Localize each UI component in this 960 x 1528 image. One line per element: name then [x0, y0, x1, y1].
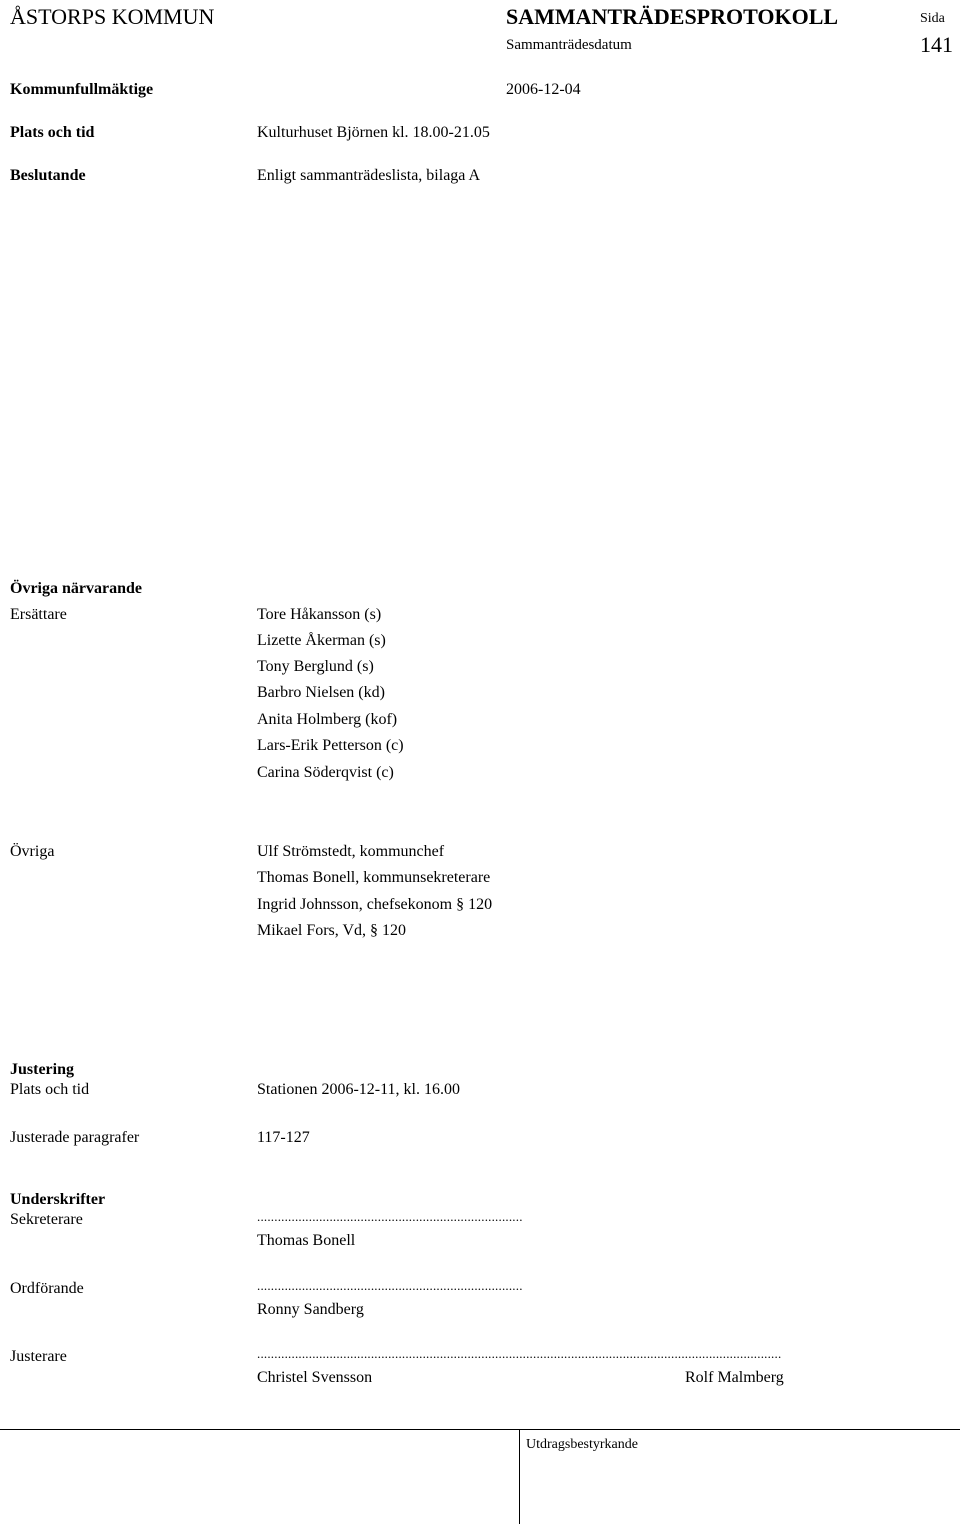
- others-present-heading: Övriga närvarande: [10, 580, 142, 597]
- secretary-signature-line: .............................................................................: [257, 1209, 523, 1224]
- adjuster-signature-line: ........................................................................................................................................................: [257, 1346, 782, 1361]
- substitute-item: Tore Håkansson (s): [257, 606, 382, 623]
- adjusted-paragraphs-value: 117-127: [257, 1129, 310, 1146]
- meeting-date: 2006-12-04: [506, 81, 581, 98]
- other-attendee-item: Thomas Bonell, kommunsekreterare: [257, 869, 491, 886]
- adjustment-place-value: Stationen 2006-12-11, kl. 16.00: [257, 1081, 460, 1098]
- chair-label: Ordförande: [10, 1280, 84, 1297]
- deciding-label: Beslutande: [10, 167, 86, 184]
- other-attendee-item: Ingrid Johnsson, chefsekonom § 120: [257, 896, 493, 913]
- other-attendee-item: Mikael Fors, Vd, § 120: [257, 922, 407, 939]
- adjustment-place-label: Plats och tid: [10, 1081, 90, 1098]
- substitute-item: Lizette Åkerman (s): [257, 632, 386, 649]
- other-attendee-item: Ulf Strömstedt, kommunchef: [257, 843, 445, 860]
- meeting-date-label: Sammanträdesdatum: [506, 37, 632, 53]
- place-time-value: Kulturhuset Björnen kl. 18.00-21.05: [257, 124, 490, 141]
- extract-box-border: [519, 1429, 520, 1524]
- page-number: 141: [920, 32, 953, 57]
- substitute-item: Lars-Erik Petterson (c): [257, 737, 404, 754]
- substitute-item: Tony Berglund (s): [257, 658, 374, 675]
- adjuster-label: Justerare: [10, 1348, 67, 1365]
- adjuster-name-1: Christel Svensson: [257, 1369, 373, 1386]
- signatures-heading: Underskrifter: [10, 1191, 106, 1208]
- chair-signature-line: .............................................................................: [257, 1278, 523, 1293]
- substitutes-label: Ersättare: [10, 606, 67, 623]
- municipality-name: ÅSTORPS KOMMUN: [10, 4, 215, 29]
- substitute-item: Carina Söderqvist (c): [257, 764, 394, 781]
- substitute-item: Barbro Nielsen (kd): [257, 684, 385, 701]
- document-type: SAMMANTRÄDESPROTOKOLL: [506, 4, 839, 29]
- deciding-value: Enligt sammanträdeslista, bilaga A: [257, 167, 481, 184]
- adjuster-name-2: Rolf Malmberg: [685, 1369, 784, 1386]
- footer-divider: [0, 1429, 960, 1430]
- place-time-label: Plats och tid: [10, 124, 95, 141]
- secretary-name: Thomas Bonell: [257, 1232, 356, 1249]
- substitute-item: Anita Holmberg (kof): [257, 711, 398, 728]
- page-label: Sida: [920, 11, 945, 26]
- chair-name: Ronny Sandberg: [257, 1301, 364, 1318]
- body-name: Kommunfullmäktige: [10, 81, 154, 98]
- others-label: Övriga: [10, 843, 55, 860]
- extract-certification-label: Utdragsbestyrkande: [526, 1437, 638, 1452]
- adjustment-heading: Justering: [10, 1061, 74, 1078]
- adjusted-paragraphs-label: Justerade paragrafer: [10, 1129, 140, 1146]
- secretary-label: Sekreterare: [10, 1211, 83, 1228]
